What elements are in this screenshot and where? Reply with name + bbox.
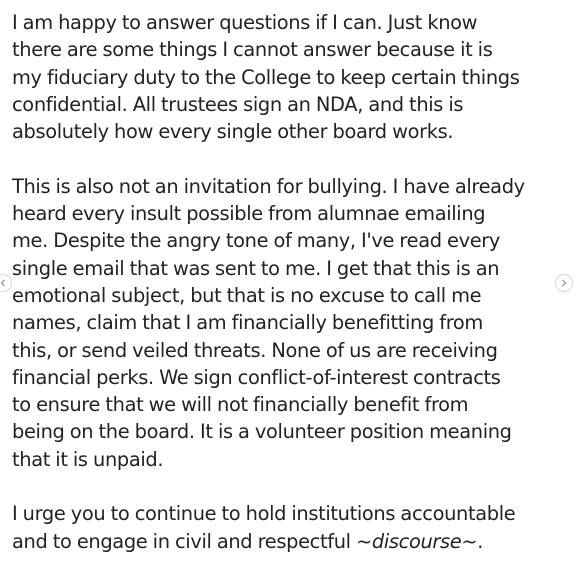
text-line: that it is unpaid. bbox=[12, 447, 164, 471]
text-line: there are some things I cannot answer because it is bbox=[12, 38, 493, 62]
paragraph-2 bbox=[12, 173, 572, 473]
text-line: emotional subject, but that is no excuse to call me bbox=[12, 283, 482, 307]
text-line: absolutely how every single other board works. bbox=[12, 120, 454, 144]
text-line: to ensure that we will not financially benefit from bbox=[12, 393, 469, 417]
text-line: me. Despite the angry tone of many, I've read every bbox=[12, 229, 501, 253]
text-line: I am happy to answer questions if I can. Just know bbox=[12, 11, 478, 34]
paragraph-1 bbox=[12, 9, 572, 145]
text-line: names, claim that I am financially benefitting from bbox=[12, 311, 483, 335]
text-line-last bbox=[12, 528, 572, 555]
text-line: single email that was sent to me. I get that this is an bbox=[12, 256, 500, 280]
text-fragment-period: . bbox=[477, 529, 484, 553]
text-line: heard every insult possible from alumnae emailing bbox=[12, 202, 486, 226]
paragraph-3 bbox=[12, 500, 572, 555]
text-line: this, or send veiled threats. None of us are receiving bbox=[12, 338, 498, 362]
text-line: my fiduciary duty to the College to keep certain things bbox=[12, 65, 520, 89]
chevron-left-icon bbox=[0, 279, 7, 287]
text-line: I urge you to continue to hold institutions accountable bbox=[12, 502, 516, 526]
post-text bbox=[12, 9, 572, 555]
text-line: confidential. All trustees sign an NDA, and this is bbox=[12, 92, 464, 116]
italic-discourse: ~discourse~ bbox=[355, 529, 478, 553]
text-line: financial perks. We sign conflict-of-interest contracts bbox=[12, 365, 501, 389]
carousel-next-button[interactable] bbox=[555, 274, 573, 292]
carousel-prev-button[interactable] bbox=[0, 274, 12, 292]
text-fragment: and to engage in civil and respectful bbox=[12, 529, 356, 553]
text-line: being on the board. It is a volunteer position meaning bbox=[12, 420, 512, 444]
chevron-right-icon bbox=[560, 279, 568, 287]
text-line: This is also not an invitation for bullying. I have already bbox=[12, 174, 525, 198]
